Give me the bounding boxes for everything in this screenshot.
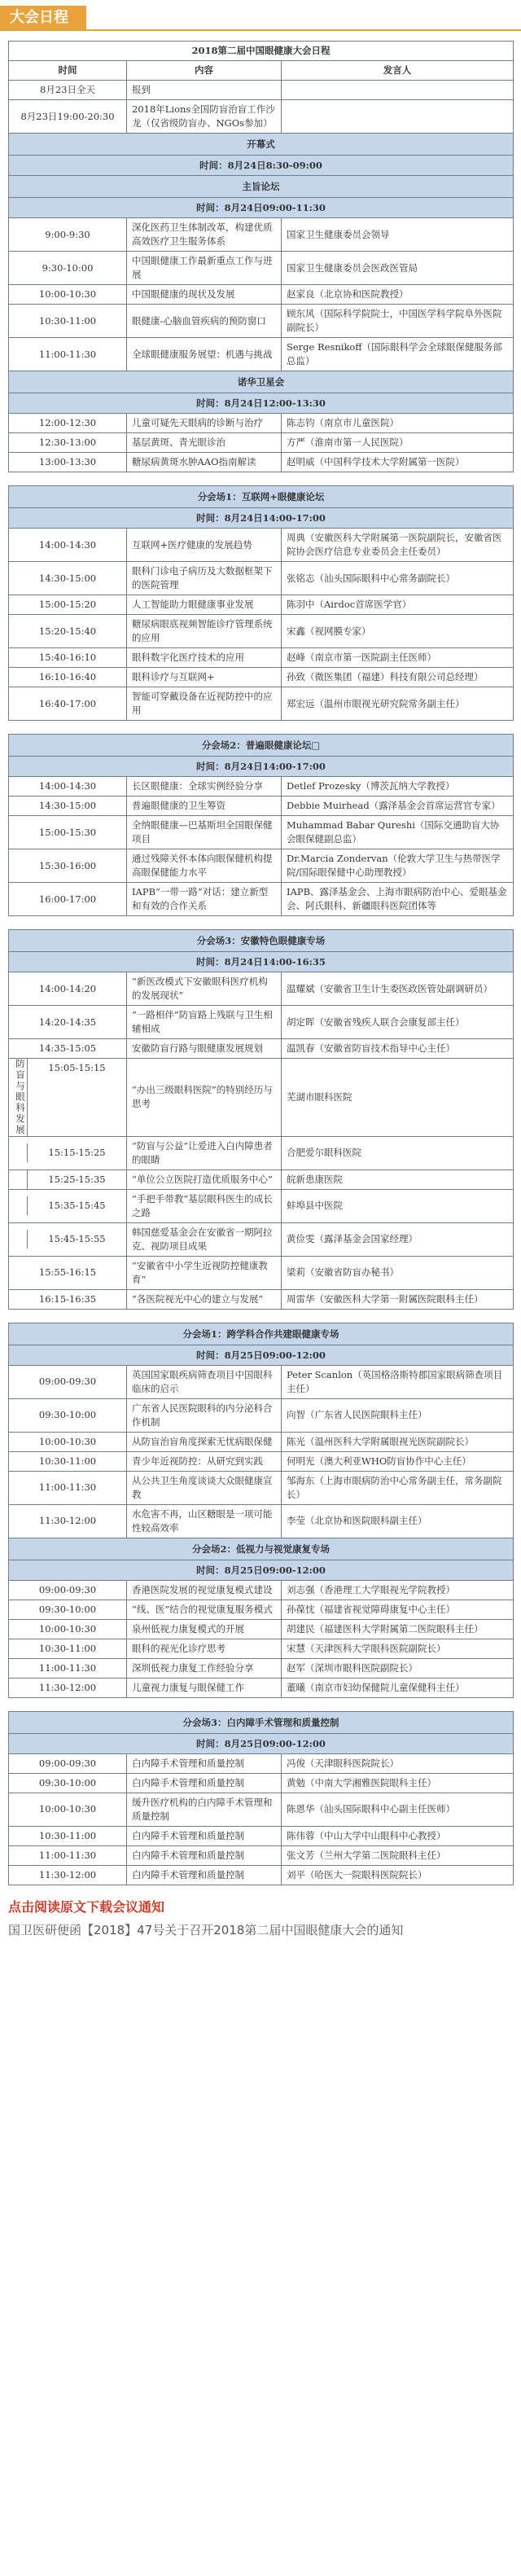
row-time: 11:30-12:00 <box>9 1865 127 1885</box>
table-row <box>9 595 514 615</box>
section-banner <box>0 0 521 36</box>
row-speaker: 陈伟蓉（中山大学中山眼科中心教授） <box>282 1826 514 1845</box>
table-row <box>9 1256 514 1289</box>
row-content: 眼科数字化医疗技术的应用 <box>127 648 282 668</box>
row-content: 全球眼健康服务展望：机遇与挑战 <box>127 338 282 371</box>
row-content: 通过残障关怀本体向眼保健机构提高眼保健能力水平 <box>127 849 282 883</box>
row-time: 09:30-10:00 <box>9 1773 127 1793</box>
row-speaker: 向智（广东省人民医院眼科主任） <box>282 1398 514 1432</box>
table-row <box>9 849 514 883</box>
table-row <box>9 1678 514 1697</box>
agenda-title: 2018第二届中国眼健康大会日程 <box>9 42 514 61</box>
section-time: 时间：8月24日09:00-11:30 <box>9 198 514 218</box>
row-time: 15:05-15:15 <box>48 1062 106 1073</box>
row-content: 韩国慈爱基金会在安徽省一期阿拉克、视防项目成果 <box>127 1222 282 1256</box>
group-label <box>9 1230 28 1249</box>
row-time: 10:00-10:30 <box>9 285 127 305</box>
table-row <box>9 1451 514 1471</box>
row-time: 15:20-15:40 <box>9 615 127 648</box>
row-speaker: 赵家良（北京协和医院教授） <box>282 285 514 305</box>
table-row <box>9 1136 514 1170</box>
table-row <box>9 1826 514 1845</box>
row-speaker: 郑宏远（温州市眼视光研究院常务副主任） <box>282 687 514 721</box>
table-row <box>9 1658 514 1678</box>
row-speaker: Peter Scanlon（英国格洛斯特郡国家眼病筛查项目主任） <box>282 1365 514 1398</box>
section-time: 时间：8月24日8:30-09:00 <box>9 156 514 176</box>
row-time: 11:30-12:00 <box>9 1678 127 1697</box>
row-speaker: 黄俭雯（露泽基金会国家经理） <box>282 1222 514 1256</box>
row-speaker: 顾东风（国际科学院院士，中国医学科学院阜外医院副院长） <box>282 305 514 338</box>
row-content: 白内障手术管理和质量控制 <box>127 1845 282 1865</box>
section-time: 时间：8月24日14:00-16:35 <box>9 952 514 972</box>
row-time: 10:00-10:30 <box>9 1793 127 1826</box>
row-content: 智能可穿戴设备在近视防控中的应用 <box>127 687 282 721</box>
row-time: 8月23日全天 <box>9 81 127 100</box>
section-title: 开幕式 <box>9 134 514 156</box>
section-gap <box>9 472 514 486</box>
row-speaker: 合肥爱尔眼科医院 <box>282 1136 514 1170</box>
row-time: 16:00-17:00 <box>9 883 127 916</box>
row-content: “新医改模式下安徽眼科医疗机构的发展现状” <box>127 972 282 1006</box>
section-time: 时间：8月25日09:00-12:00 <box>9 1733 514 1753</box>
row-speaker: 黄勉（中南大学湘雅医院眼科主任） <box>282 1773 514 1793</box>
table-row <box>9 453 514 472</box>
table-row <box>9 796 514 816</box>
row-time: 15:00-15:20 <box>9 595 127 615</box>
table-row <box>9 252 514 285</box>
row-speaker: 陈羽中（Airdoc首席医学官） <box>282 595 514 615</box>
row-content: 普遍眼健康的卫生筹资 <box>127 796 282 816</box>
row-time: 12:30-13:00 <box>9 433 127 453</box>
row-speaker: 温耀斌（安徽省卫生计生委医政医管处副调研员） <box>282 972 514 1006</box>
row-speaker: Dr.Marcia Zondervan（伦敦大学卫生与热带医学院/国际眼保健中心助理教授） <box>282 849 514 883</box>
row-speaker: 皖新患康医院 <box>282 1170 514 1189</box>
row-content: 青少年近视防控：从研究到实践 <box>127 1451 282 1471</box>
banner-title: 大会日程 <box>0 6 86 30</box>
row-speaker: 赵明威（中国科学技术大学附属第一医院） <box>282 453 514 472</box>
section-time: 时间：8月24日12:00-13:30 <box>9 393 514 414</box>
row-speaker: 胡定晖（安徽省残疾人联合会康复部主任） <box>282 1006 514 1039</box>
row-time: 14:30-15:00 <box>9 562 127 595</box>
row-speaker <box>282 100 514 134</box>
row-speaker: 赵军（深圳市眼科医院副院长） <box>282 1658 514 1678</box>
table-row <box>9 1170 514 1189</box>
section-time: 时间：8月24日14:00-17:00 <box>9 757 514 777</box>
row-time: 14:35-15:05 <box>9 1039 127 1059</box>
table-row <box>9 1639 514 1658</box>
section-gap <box>9 1309 514 1323</box>
row-speaker: Detlef Prozesky（博茨瓦纳大学教授） <box>282 777 514 796</box>
table-row <box>9 529 514 562</box>
table-row <box>9 100 514 134</box>
row-speaker: IAPB、露泽基金会、上海市眼病防治中心、爱眼基金会、阿氏眼科、新疆眼科医院团体等 <box>282 883 514 916</box>
table-row <box>9 648 514 668</box>
table-row <box>9 562 514 595</box>
row-time: 15:40-16:10 <box>9 648 127 668</box>
row-time: 13:00-13:30 <box>9 453 127 472</box>
row-content: 眼科的视光化诊疗思考 <box>127 1639 282 1658</box>
column-header: 时间 <box>9 61 127 81</box>
row-speaker: 何明光（澳大利亚WHO防盲协作中心主任） <box>282 1451 514 1471</box>
table-row <box>9 1619 514 1639</box>
row-speaker: 周雷华（安徽医科大学第一附属医院眼科主任） <box>282 1289 514 1309</box>
table-row <box>9 1006 514 1039</box>
row-time-group <box>9 1189 127 1222</box>
row-time: 10:30-11:00 <box>9 1639 127 1658</box>
row-speaker: 赵峰（南京市第一医院副主任医师） <box>282 648 514 668</box>
row-time: 09:30-10:00 <box>9 1600 127 1619</box>
row-time: 11:00-11:30 <box>9 338 127 371</box>
row-content: 眼科门诊电子病历及大数据框架下的医院管理 <box>127 562 282 595</box>
table-row <box>9 615 514 648</box>
row-time: 12:00-12:30 <box>9 414 127 433</box>
row-speaker: 芜湖市眼科医院 <box>282 1059 514 1137</box>
row-time-group <box>9 1136 127 1170</box>
table-row <box>9 1580 514 1600</box>
row-content: 中国眼健康的现状及发展 <box>127 285 282 305</box>
table-row <box>9 414 514 433</box>
row-speaker: 方严（淮南市第一人民医院） <box>282 433 514 453</box>
row-content: 缓升医疗机构的白内障手术管理和质量控制 <box>127 1793 282 1826</box>
agenda-table <box>8 41 514 1885</box>
section-title: 分会场3：安徽特色眼健康专场 <box>9 930 514 952</box>
row-content: IAPB“一带一路”对话：建立新型和有效的合作关系 <box>127 883 282 916</box>
row-speaker: 周典（安徽医科大学附属第一医院副院长，安徽省医院协会医疗信息专业委员会主任委员） <box>282 529 514 562</box>
row-content: 长区眼健康：全球实例经验分享 <box>127 777 282 796</box>
row-speaker <box>282 81 514 100</box>
row-time: 15:00-15:30 <box>9 816 127 849</box>
row-speaker: 国家卫生健康委员会医政医管局 <box>282 252 514 285</box>
row-time: 10:00-10:30 <box>9 1619 127 1639</box>
table-row <box>9 1398 514 1432</box>
row-speaker: 陈恩华（汕头国际眼科中心副主任医师） <box>282 1793 514 1826</box>
row-content: 糖尿病黄斑水肿AAO指南解读 <box>127 453 282 472</box>
row-speaker: 孙葆忱（福建省视觉障碍康复中心主任） <box>282 1600 514 1619</box>
group-label <box>9 1170 28 1189</box>
row-content: “安徽省中小学生近视防控健康教育” <box>127 1256 282 1289</box>
row-content: “各医院视光中心的建立与发展” <box>127 1289 282 1309</box>
row-content: 安徽防盲行路与眼健康发展规划 <box>127 1039 282 1059</box>
row-speaker: 陈志钧（南京市儿童医院） <box>282 414 514 433</box>
row-time: 15:45-15:55 <box>48 1233 106 1244</box>
table-row <box>9 218 514 252</box>
row-content: “线、医”结合的视觉康复服务模式 <box>127 1600 282 1619</box>
table-row <box>9 687 514 721</box>
row-time: 14:30-15:00 <box>9 796 127 816</box>
row-content: 眼健康-心脑血管疾病的预防窗口 <box>127 305 282 338</box>
row-time: 11:00-11:30 <box>9 1658 127 1678</box>
table-row <box>9 1189 514 1222</box>
group-label: 防盲与眼科发展 <box>9 1059 28 1136</box>
section-title: 分会场2：普遍眼健康论坛□ <box>9 735 514 757</box>
table-row <box>9 1845 514 1865</box>
row-content: 报到 <box>127 81 282 100</box>
table-row <box>9 1753 514 1773</box>
row-content: 白内障手术管理和质量控制 <box>127 1826 282 1845</box>
row-speaker: 胡建民（福建医科大学附属第二医院眼科主任） <box>282 1619 514 1639</box>
row-speaker: 李莹（北京协和医院眼科副主任） <box>282 1504 514 1538</box>
column-header: 内容 <box>127 61 282 81</box>
table-row <box>9 433 514 453</box>
section-gap <box>9 916 514 930</box>
row-time: 15:30-16:00 <box>9 849 127 883</box>
section-gap <box>9 721 514 735</box>
table-row <box>9 1039 514 1059</box>
row-content: 儿童视力康复与眼保健工作 <box>127 1678 282 1697</box>
table-row <box>9 777 514 796</box>
row-content: 深化医药卫生体制改革，构建优质高效医疗卫生服务体系 <box>127 218 282 252</box>
section-time: 时间：8月25日09:00-12:00 <box>9 1560 514 1580</box>
row-content: 从防盲治盲角度探索无忧病眼保健 <box>127 1432 282 1451</box>
group-label <box>9 1143 28 1162</box>
row-speaker: 宋慧（天津医科大学眼科医院副院长） <box>282 1639 514 1658</box>
row-content: 英国国家眼疾病筛查项目中国眼科临床的启示 <box>127 1365 282 1398</box>
table-row <box>9 285 514 305</box>
row-time: 09:00-09:30 <box>9 1753 127 1773</box>
row-speaker: Serge Resnikoff（国际眼科学会全球眼保健服务部总监） <box>282 338 514 371</box>
row-content: “防盲与公益”让爱进入白内障患者的眼睛 <box>127 1136 282 1170</box>
row-time: 14:00-14:30 <box>9 529 127 562</box>
section-title: 分会场3：白内障手术管理和质量控制 <box>9 1711 514 1733</box>
notice-text: 国卫医研便函【2018】47号关于召开2018第二届中国眼健康大会的通知 <box>8 1922 404 1937</box>
row-content: 香港医院发展的视觉康复模式建设 <box>127 1580 282 1600</box>
section-title: 分会场2：低视力与视觉康复专场 <box>9 1538 514 1560</box>
row-time: 15:15-15:25 <box>48 1147 106 1158</box>
row-time: 11:30-12:00 <box>9 1504 127 1538</box>
row-content: “一路相伴”防盲路上残联与卫生相辅相成 <box>127 1006 282 1039</box>
footer <box>0 1885 521 1940</box>
row-content: 深圳低视力康复工作经验分享 <box>127 1658 282 1678</box>
row-speaker: 温凯春（安徽省防盲技术指导中心主任） <box>282 1039 514 1059</box>
section-title: 分会场1：互联网+眼健康论坛 <box>9 486 514 508</box>
column-header: 发言人 <box>282 61 514 81</box>
row-content: 全纳眼健康—巴基斯坦全国眼保健项目 <box>127 816 282 849</box>
row-speaker: 刘志强（香港理工大学眼视光学院教授） <box>282 1580 514 1600</box>
row-time: 11:00-11:30 <box>9 1845 127 1865</box>
section-time: 时间：8月24日14:00-17:00 <box>9 508 514 529</box>
row-time: 10:00-10:30 <box>9 1432 127 1451</box>
row-content: 眼科诊疗与互联网+ <box>127 668 282 687</box>
table-row <box>9 1289 514 1309</box>
row-content: 糖尿病眼底视频智能诊疗管理系统的应用 <box>127 615 282 648</box>
row-speaker: Debbie Muirhead（露泽基金会首席运营官专家） <box>282 796 514 816</box>
row-content: 广东省人民医院眼科的内分泌科合作机制 <box>127 1398 282 1432</box>
row-time: 15:25-15:35 <box>48 1173 106 1185</box>
row-content: 中国眼健康工作最新重点工作与进展 <box>127 252 282 285</box>
table-row <box>9 883 514 916</box>
row-speaker: 蚌埠县中医院 <box>282 1189 514 1222</box>
row-content: 基层黄斑、青光眼诊治 <box>127 433 282 453</box>
row-time: 14:00-14:30 <box>9 777 127 796</box>
table-row <box>9 1222 514 1256</box>
row-time: 15:55-16:15 <box>9 1256 127 1289</box>
row-time: 15:35-15:45 <box>48 1200 106 1211</box>
row-speaker: 陈光（温州医科大学附属眼视光医院副院长） <box>282 1432 514 1451</box>
row-content: 水危害不再，山区糖眼是一项可能性较高效率 <box>127 1504 282 1538</box>
table-row <box>9 1773 514 1793</box>
row-speaker: 刘平（哈医大一院眼科医院院长） <box>282 1865 514 1885</box>
row-time: 16:15-16:35 <box>9 1289 127 1309</box>
row-time: 16:10-16:40 <box>9 668 127 687</box>
row-content: 白内障手术管理和质量控制 <box>127 1865 282 1885</box>
group-label <box>9 1196 28 1215</box>
row-content: “单位公立医院打造优质服务中心” <box>127 1170 282 1189</box>
row-content: 2018年Lions全国防盲治盲工作沙龙（仅省级防盲办、NGOs参加） <box>127 100 282 134</box>
read-original-link[interactable]: 点击阅读原文下载会议通知 <box>8 1898 165 1915</box>
banner-divider <box>0 29 521 31</box>
row-time: 8月23日19:00-20:30 <box>9 100 127 134</box>
row-speaker: Muhammad Babar Qureshi（国际交通助盲大协会眼保健副总监） <box>282 816 514 849</box>
table-row <box>9 81 514 100</box>
row-time: 09:30-10:00 <box>9 1398 127 1432</box>
row-speaker: 张铭志（汕头国际眼科中心常务副院长） <box>282 562 514 595</box>
row-speaker: 董曦（南京市妇幼保健院儿童保健科主任） <box>282 1678 514 1697</box>
row-time-group <box>9 1222 127 1256</box>
row-speaker: 孙致（微医集团（福建）科技有限公司总经理） <box>282 668 514 687</box>
row-content: 人工智能助力眼健康事业发展 <box>127 595 282 615</box>
table-row <box>9 1865 514 1885</box>
row-speaker: 邹海东（上海市眼病防治中心常务副主任，常务副院长） <box>282 1471 514 1504</box>
table-row <box>9 1504 514 1538</box>
row-time: 9:30-10:00 <box>9 252 127 285</box>
section-gap <box>9 1697 514 1711</box>
row-speaker: 宋鑫（视网膜专家） <box>282 615 514 648</box>
row-content: 泉州低视力康复模式的开展 <box>127 1619 282 1639</box>
section-title: 分会场1：跨学科合作共建眼健康专场 <box>9 1323 514 1345</box>
table-row <box>9 1600 514 1619</box>
table-row <box>9 1365 514 1398</box>
section-time: 时间：8月25日09:00-12:00 <box>9 1345 514 1365</box>
row-content: “手把手带教”基层眼科医生的成长之路 <box>127 1189 282 1222</box>
table-row <box>9 972 514 1006</box>
row-time-group <box>9 1170 127 1189</box>
row-time: 09:00-09:30 <box>9 1580 127 1600</box>
row-content: 白内障手术管理和质量控制 <box>127 1753 282 1773</box>
table-row <box>9 668 514 687</box>
row-time: 16:40-17:00 <box>9 687 127 721</box>
row-content: “办出三级眼科医院”的特别经历与思考 <box>127 1059 282 1137</box>
row-time: 14:20-14:35 <box>9 1006 127 1039</box>
row-time: 10:30-11:00 <box>9 305 127 338</box>
row-speaker: 梁莉（安徽省防盲办秘书） <box>282 1256 514 1289</box>
row-speaker: 冯俊（天津眼科医院院长） <box>282 1753 514 1773</box>
section-title: 诺华卫星会 <box>9 371 514 393</box>
row-speaker: 张文芳（兰州大学第二医院眼科主任） <box>282 1845 514 1865</box>
row-time: 09:00-09:30 <box>9 1365 127 1398</box>
table-row <box>9 1432 514 1451</box>
table-row <box>9 1059 514 1137</box>
table-row <box>9 816 514 849</box>
row-content: 儿童可疑先天眼病的诊断与治疗 <box>127 414 282 433</box>
table-row <box>9 1793 514 1826</box>
table-row <box>9 305 514 338</box>
table-row <box>9 338 514 371</box>
row-time: 11:00-11:30 <box>9 1471 127 1504</box>
row-time-group <box>9 1059 127 1137</box>
row-content: 从公共卫生角度谈谈大众眼健康宣教 <box>127 1471 282 1504</box>
row-time: 14:00-14:20 <box>9 972 127 1006</box>
row-content: 白内障手术管理和质量控制 <box>127 1773 282 1793</box>
row-speaker: 国家卫生健康委员会领导 <box>282 218 514 252</box>
section-title: 主旨论坛 <box>9 176 514 198</box>
row-content: 互联网+医疗健康的发展趋势 <box>127 529 282 562</box>
row-time: 9:00-9:30 <box>9 218 127 252</box>
row-time: 10:30-11:00 <box>9 1451 127 1471</box>
row-time: 10:30-11:00 <box>9 1826 127 1845</box>
table-row <box>9 1471 514 1504</box>
